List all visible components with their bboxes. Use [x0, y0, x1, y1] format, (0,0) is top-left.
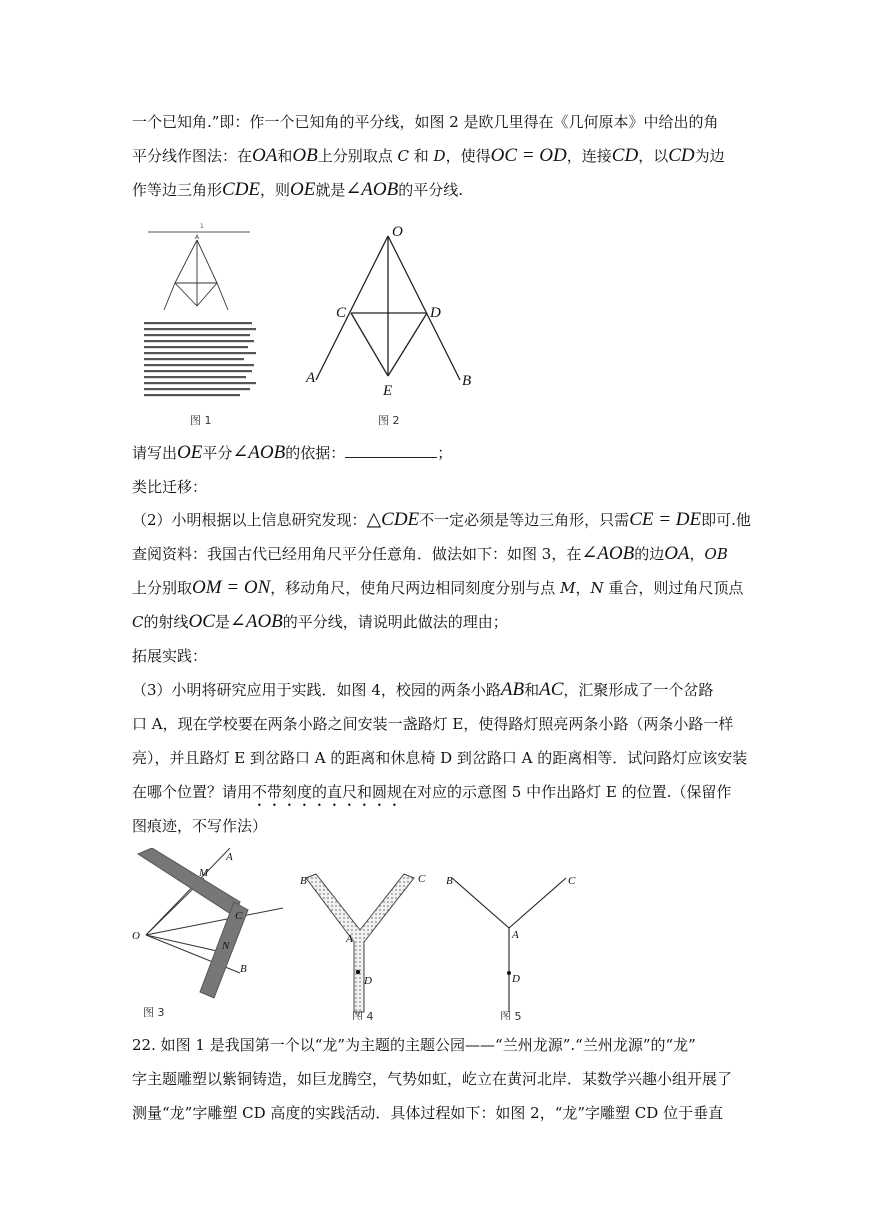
question-22-line-1 — [132, 1035, 696, 1055]
label-b: B — [300, 875, 307, 887]
section-analogy — [132, 477, 207, 497]
math-ob: OB — [292, 145, 318, 166]
scan-text-block — [144, 322, 256, 396]
math-ce-eq-de: CE = DE — [629, 509, 702, 530]
text: 即可.他 — [701, 511, 751, 529]
paragraph-line-1 — [132, 112, 719, 132]
question-22-line-3 — [132, 1103, 723, 1123]
scan-diagram — [164, 240, 228, 310]
point-d: D — [433, 147, 446, 165]
math-oc: OC — [188, 611, 215, 632]
math-angle-aob: ∠AOB — [229, 611, 283, 632]
question-2-line-1 — [132, 510, 751, 530]
label-m: M — [199, 867, 209, 879]
paragraph-line-2 — [132, 146, 725, 166]
label-d: D — [430, 305, 441, 321]
text: （2）小明根据以上信息研究发现： — [132, 511, 367, 529]
text: ，则 — [260, 181, 291, 199]
math-cd: CD — [668, 145, 695, 166]
scan-label: A — [195, 234, 200, 241]
question-22-line-2 — [132, 1069, 732, 1089]
math-angle-aob: ∠AOB — [345, 179, 399, 200]
text: 作等边三角形 — [132, 181, 223, 199]
square-arm-upper — [138, 848, 240, 916]
text: 是 — [214, 613, 230, 631]
text: 的射线 — [143, 613, 189, 631]
figure-2-caption: 图 2 — [378, 414, 400, 427]
figure-3-diagram — [128, 848, 288, 1020]
text: 平分 — [202, 444, 233, 462]
label-b: B — [446, 875, 453, 887]
math-angle-aob: ∠AOB — [232, 442, 286, 463]
text: 字主题雕塑以紫铜铸造，如巨龙腾空，气势如虹，屹立在黄河北岸．某数学兴趣小组开展了 — [132, 1070, 733, 1088]
question-3-line-1 — [132, 680, 713, 700]
text: 的边 — [634, 545, 665, 563]
scan-header: 1 — [200, 223, 204, 230]
text: ； — [437, 444, 453, 462]
text: 拓展实践： — [132, 647, 208, 665]
answer-blank[interactable] — [345, 443, 437, 458]
figure-3-caption: 图 3 — [143, 1006, 165, 1019]
text: 和 — [277, 147, 293, 165]
math-ob: OB — [704, 545, 728, 563]
point-c: C — [397, 147, 409, 165]
point-n: N — [590, 579, 604, 597]
label-d: D — [364, 975, 372, 987]
math-oe: OE — [290, 179, 316, 200]
question-3-line-5 — [132, 816, 267, 836]
text: 请写出 — [132, 444, 178, 462]
text: 类比迁移： — [132, 478, 208, 496]
text: ， — [575, 579, 591, 597]
question-2-line-2 — [132, 544, 728, 564]
math-triangle-cde: △CDE — [366, 509, 420, 530]
label-a: A — [512, 929, 519, 941]
text: 在哪个位置？请用 — [132, 783, 253, 801]
figure-5-caption: 图 5 — [500, 1010, 522, 1020]
text: 亮），并且路灯 E 到岔路口 A 的距离和休息椅 D 到岔路口 A 的距离相等．试问路灯应该安装 — [132, 749, 748, 767]
point-m: M — [560, 579, 576, 597]
label-d: D — [512, 973, 520, 985]
text: ，汇聚形成了一个岔路 — [563, 681, 714, 699]
point-d — [356, 970, 360, 974]
label-c: C — [568, 875, 576, 887]
question-1 — [132, 443, 452, 463]
text: ，移动角尺，使角尺两边相同刻度分别与点 — [270, 579, 556, 597]
question-2-line-3 — [132, 578, 743, 598]
text: ，以 — [638, 147, 669, 165]
figure-4-diagram — [290, 868, 440, 1020]
question-3-line-2 — [132, 714, 733, 734]
text: 上分别取 — [132, 579, 193, 597]
text: 一个已知角.”即：作一个已知角的平分线，如图 2 是欧几里得在《几何原本》中给出的角 — [132, 113, 719, 131]
question-2-line-4 — [132, 612, 508, 632]
figure-4-caption: 图 4 — [352, 1010, 374, 1020]
text: 的依据： — [285, 444, 346, 462]
text: ， — [689, 545, 705, 563]
text: 和 — [524, 681, 540, 699]
text: 重合，则过角尺顶点 — [608, 579, 744, 597]
math-cde: CDE — [222, 179, 261, 200]
text: ，使得 — [445, 147, 491, 165]
path-region — [306, 874, 414, 1012]
math-angle-aob: ∠AOB — [581, 543, 635, 564]
text: 不一定必须是等边三角形，只需 — [419, 511, 630, 529]
math-ab: AB — [500, 679, 525, 700]
label-a: A — [306, 370, 316, 386]
math-oe: OE — [177, 442, 203, 463]
text: 22. 如图 1 是我国第一个以“龙”为主题的主题公园——“兰州龙源”.“兰州龙源”的“龙” — [132, 1036, 696, 1054]
label-b: B — [240, 963, 247, 975]
point-d — [507, 971, 511, 975]
text: （3）小明将研究应用于实践．如图 4，校园的两条小路 — [132, 681, 501, 699]
text: 为边 — [694, 147, 725, 165]
label-a: A — [346, 933, 353, 945]
label-a: A — [226, 851, 233, 863]
label-c: C — [336, 305, 347, 321]
math-oa: OA — [252, 145, 278, 166]
point-c: C — [132, 613, 144, 631]
text: 查阅资料：我国古代已经用角尺平分任意角．做法如下：如图 3，在 — [132, 545, 582, 563]
math-om-eq-on: OM = ON — [192, 577, 271, 598]
text: 口 A，现在学校要在两条小路之间安装一盏路灯 E，使得路灯照亮两条小路（两条小路一样 — [132, 715, 734, 733]
question-3-line-3 — [132, 748, 747, 768]
label-c: C — [235, 910, 243, 922]
question-3-line-4 — [132, 782, 731, 810]
figure-1-scan — [140, 218, 280, 430]
figure-5-lines — [452, 878, 566, 1012]
label-b: B — [462, 373, 472, 389]
emphasized-text: 不带刻度的直尺和圆规 — [252, 783, 403, 801]
label-e: E — [383, 383, 393, 399]
text: 上分别取点 — [317, 147, 393, 165]
text: 测量“龙”字雕塑 CD 高度的实践活动．具体过程如下：如图 2，“龙”字雕塑 CD 位于垂直 — [132, 1104, 724, 1122]
math-cd: CD — [611, 145, 639, 166]
text: 的平分线，请说明此做法的理由； — [282, 613, 508, 631]
text: 平分线作图法：在 — [132, 147, 253, 165]
math-oa: OA — [664, 543, 690, 564]
figure-1-caption: 图 1 — [190, 414, 212, 427]
paragraph-line-3 — [132, 180, 463, 200]
text: 在对应的示意图 5 中作出路灯 E 的位置.（保留作 — [402, 783, 732, 801]
text: ，连接 — [566, 147, 612, 165]
math-ac: AC — [539, 679, 564, 700]
label-o: O — [392, 224, 403, 240]
math-oc-eq-od: OC = OD — [490, 145, 567, 166]
label-c: C — [418, 873, 426, 885]
text: 的平分线. — [398, 181, 464, 199]
figure-2-diagram — [300, 218, 490, 430]
text: 就是 — [315, 181, 346, 199]
text: 图痕迹，不写作法） — [132, 817, 268, 835]
text: 和 — [413, 147, 429, 165]
figure-5-diagram — [440, 868, 590, 1020]
label-o: O — [132, 930, 140, 942]
section-practice — [132, 646, 207, 666]
label-n: N — [222, 940, 230, 952]
